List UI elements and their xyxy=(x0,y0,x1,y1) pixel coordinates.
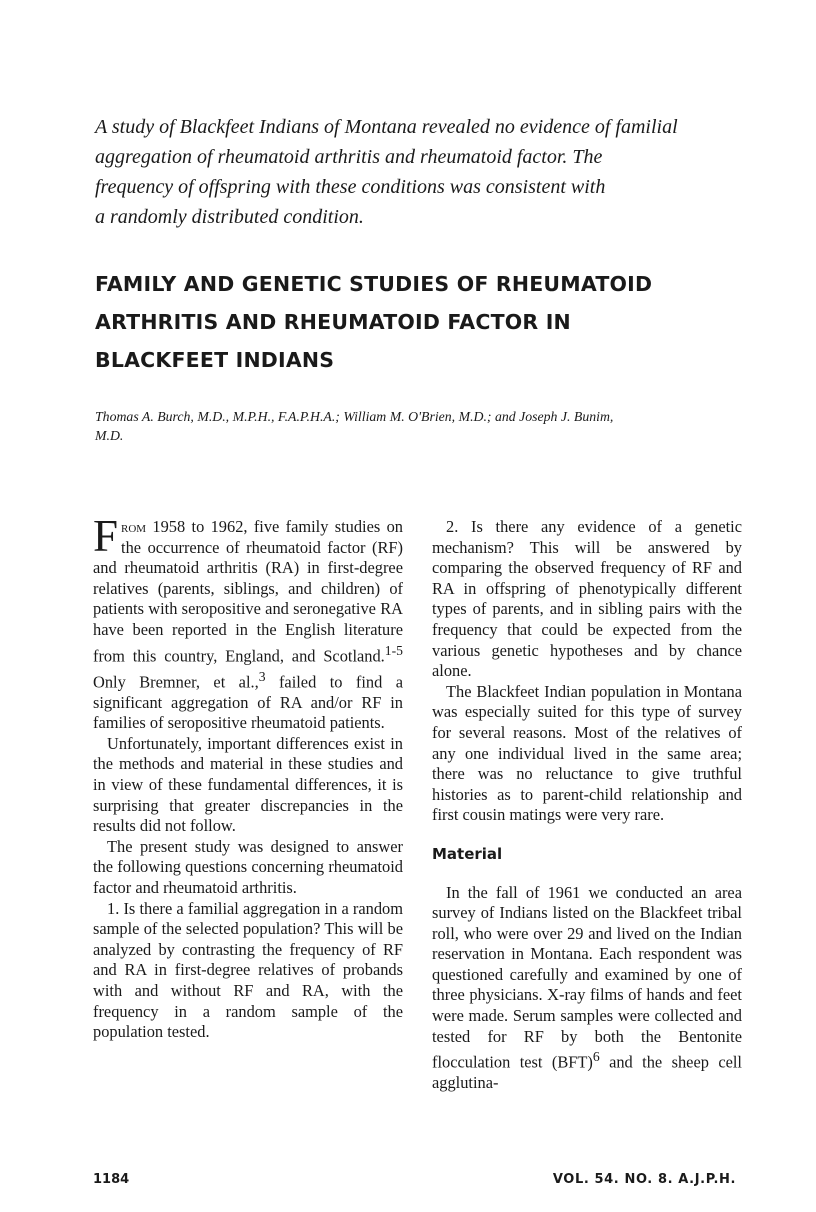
body-paragraph: The Blackfeet Indian population in Montana was especially suited for this type of survey for several reasons. Most of the relatives of any one individual lived in the same area; there was no reluctance to give truthful histories as to parent-child relationship and first cousin matings were very rare. xyxy=(432,681,742,825)
intro-text: failed to find a significant aggregation of RA and/or RF in families of seropositive rheumatoid patients. xyxy=(93,672,403,733)
citation: 1-5 xyxy=(384,642,403,658)
title-line: FAMILY AND GENETIC STUDIES OF RHEUMATOID xyxy=(95,272,653,296)
material-text: and the sheep cell agglutina- xyxy=(432,1052,742,1093)
body-paragraph xyxy=(432,883,742,1094)
citation: 6 xyxy=(592,1049,600,1065)
page-number: 1184 xyxy=(93,1172,130,1187)
article-title xyxy=(95,265,755,379)
abstract-line: frequency of offspring with these conditions was consistent with xyxy=(95,176,606,198)
body-paragraph: The present study was designed to answer the following questions concerning rheumatoid factor and rheumatoid arthritis. xyxy=(93,836,403,898)
right-column xyxy=(432,517,742,1094)
author-list xyxy=(95,407,745,445)
title-line: ARTHRITIS AND RHEUMATOID FACTOR IN xyxy=(95,310,571,334)
question-paragraph: 2. Is there any evidence of a genetic mechanism? This will be answered by comparing the observed frequency of RF and RA in offspring of phenotypically different types of parents, and in sibling pairs with the frequency that could be expected from the various genetic hypotheses and by chance alone. xyxy=(432,517,742,681)
abstract-line: a randomly distributed condition. xyxy=(95,206,364,228)
section-heading: Material xyxy=(432,844,503,863)
intro-smallcaps: rom xyxy=(121,517,147,536)
body-paragraph: Unfortunately, important differences exist in the methods and material in these studies and in view of these fundamental differences, it is surprising that greater discrepancies in the results did not follow. xyxy=(93,733,403,836)
intro-text: 1958 to 1962, five family studies on the occurrence of rheumatoid factor (RF) and rheumatoid arthritis (RA) in first-degree relatives (parents, siblings, and children) of patients with seropositive and seronegative RA have been reported in the English literature from this country, England, and Scotland. xyxy=(93,517,403,666)
drop-cap: F xyxy=(93,511,119,561)
author-line: M.D. xyxy=(95,428,124,443)
abstract-line: aggregation of rheumatoid arthritis and rheumatoid factor. The xyxy=(95,146,603,168)
title-line: BLACKFEET INDIANS xyxy=(95,348,335,372)
left-column xyxy=(93,511,403,1043)
journal-citation: VOL. 54. NO. 8. A.J.P.H. xyxy=(552,1172,736,1187)
abstract xyxy=(95,112,755,232)
citation: 3 xyxy=(258,668,266,684)
intro-text: Only Bremner, et al., xyxy=(93,672,259,692)
intro-paragraph xyxy=(93,511,403,734)
question-paragraph: 1. Is there a familial aggregation in a random sample of the selected population? This will be analyzed by contrasting the frequency of RF and RA in first-degree relatives of probands with and without RF and RA, with the frequency in a random sample of the population tested. xyxy=(93,898,403,1042)
material-text: In the fall of 1961 we conducted an area survey of Indians listed on the Blackfeet tribal roll, who were over 29 and lived on the Indian reservation in Montana. Each respondent was questioned carefully and examined by one of three physicians. X-ray films of hands and feet were made. Serum samples were collected and tested for RF by both the Bentonite flocculation test (BFT) xyxy=(432,882,742,1072)
abstract-line: A study of Blackfeet Indians of Montana revealed no evidence of familial xyxy=(95,116,678,138)
author-line: Thomas A. Burch, M.D., M.P.H., F.A.P.H.A.; William M. O'Brien, M.D.; and Joseph J. Bunim, xyxy=(95,409,614,424)
